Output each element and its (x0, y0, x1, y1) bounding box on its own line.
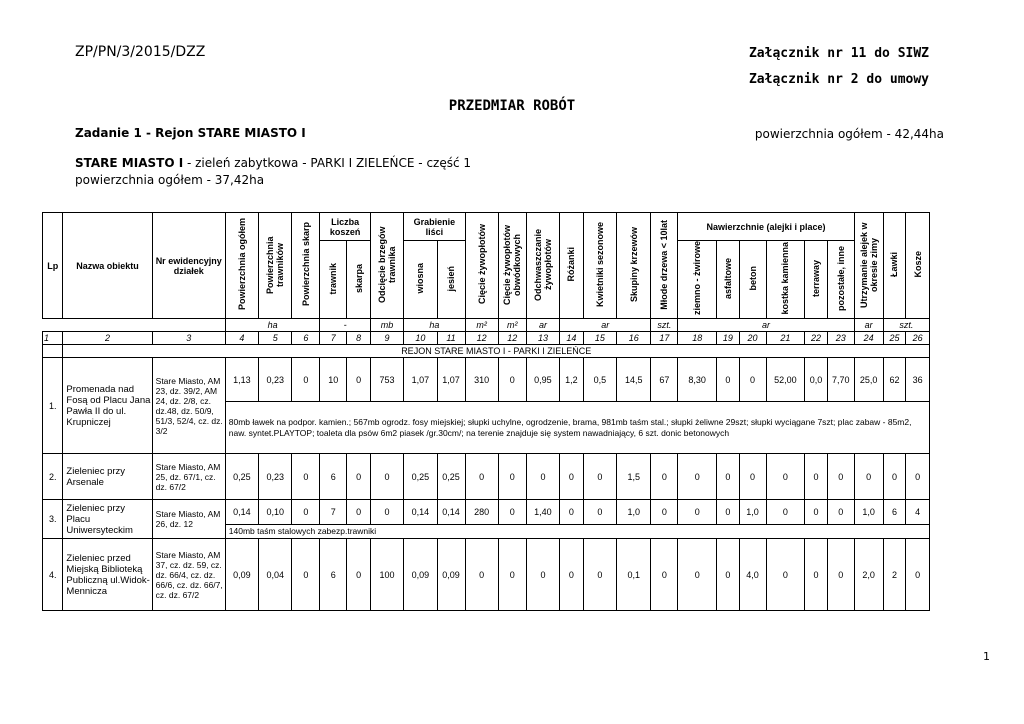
row-value: 1,0 (739, 500, 766, 525)
header-surf-concrete: beton (747, 266, 758, 291)
row-value: 753 (370, 358, 403, 402)
table-row (43, 539, 930, 611)
column-number: 26 (906, 332, 930, 345)
row-value: 0 (805, 500, 828, 525)
section-name: STARE MIASTO I (75, 156, 184, 170)
row-note: 80mb ławek na podpor. kamien.; 567mb ogrodz. fosy miejskiej; słupki uchylne, ogrodzenie, brama, 981mb taśm stal.; słupki żeliwne 29szt; słupki wyciągane 7szt; plac zabaw - 85m2, naw. syntet.PLAYTOP; toaleta dla psów 6m2 piasek /gr.30cm/; na terenie znajduje się system nawadniający, 6 szt. donic betonowych (225, 402, 929, 454)
row-value: 0,5 (583, 358, 616, 402)
column-number: 11 (437, 332, 465, 345)
header-surfaces: Nawierzchnie (alejki i place) (678, 213, 854, 241)
column-number: 25 (883, 332, 906, 345)
row-value: 0 (827, 500, 854, 525)
bill-of-quantities-table (42, 212, 930, 611)
row-lp: 2. (43, 454, 63, 500)
column-number: 7 (320, 332, 347, 345)
row-value: 4 (906, 500, 930, 525)
column-number: 13 (526, 332, 559, 345)
row-value: 25,0 (854, 358, 883, 402)
column-number: 5 (259, 332, 292, 345)
header-flowerbeds: Kwietniki sezonowe (594, 221, 605, 308)
row-value: 62 (883, 358, 906, 402)
row-object-name: Zieleniec przy Arsenale (63, 454, 152, 500)
row-note: 140mb taśm stalowych zabezp.trawniki (225, 525, 929, 539)
row-value: 6 (320, 454, 347, 500)
row-value: 0 (854, 454, 883, 500)
row-value: 0 (465, 539, 498, 611)
column-number: 24 (854, 332, 883, 345)
table-row (43, 454, 930, 500)
header-leaves-autumn: jesień (446, 265, 457, 292)
column-numbers-row (43, 332, 930, 345)
unit-cell: - (320, 319, 371, 332)
row-object-name: Zieleniec przed Miejską Biblioteką Publiczną ul.Widok-Mennicza (63, 539, 152, 611)
row-value: 0 (526, 454, 559, 500)
column-number: 20 (739, 332, 766, 345)
row-lp: 4. (43, 539, 63, 611)
header-edging: Odcięcie brzegów trawnika (377, 226, 398, 303)
row-value: 0 (292, 358, 320, 402)
unit-cell: szt. (883, 319, 929, 332)
header-area-slope: Powierzchnia skarp (300, 222, 311, 307)
column-number: 14 (560, 332, 584, 345)
row-value: 7 (320, 500, 347, 525)
row-value: 4,0 (739, 539, 766, 611)
row-value: 100 (370, 539, 403, 611)
row-value: 0 (651, 454, 678, 500)
row-value: 0 (827, 539, 854, 611)
header-winter: Utrzymanie alejek w okresie zimy (858, 221, 879, 308)
header-hedge-cut: Cięcie żywopłotów (476, 224, 487, 305)
unit-cell: ar (854, 319, 883, 332)
header-mow-slope: skarpa (353, 263, 364, 294)
row-value: 0,95 (526, 358, 559, 402)
row-object-name: Promenada nad Fosą od Placu Jana Pawła II do ul. Krupniczej (63, 358, 152, 454)
row-value: 0,14 (225, 500, 258, 525)
header-area-lawn: Powierzchnia trawników (265, 235, 286, 294)
row-value: 0 (717, 454, 740, 500)
row-value: 1,5 (617, 454, 651, 500)
section-area: powierzchnia ogółem - 37,42ha (75, 173, 265, 187)
header-lp: Lp (43, 213, 63, 319)
row-value: 280 (465, 500, 498, 525)
row-value: 0,09 (225, 539, 258, 611)
section-description: - zieleń zabytkowa - PARKI I ZIELEŃCE - część 1 (183, 156, 472, 170)
row-value: 0 (678, 539, 717, 611)
section-heading (75, 155, 471, 189)
column-number: 1 (43, 332, 63, 345)
header-surf-terraway: terraway (810, 259, 821, 298)
header-plots: Nr ewidencyjny działek (152, 213, 225, 319)
header-leaves: Grabienie liści (404, 213, 465, 241)
row-value: 14,5 (617, 358, 651, 402)
row-value: 7,70 (827, 358, 854, 402)
annex-siwz: Załącznik nr 11 do SIWZ (748, 46, 929, 61)
row-value: 0 (717, 500, 740, 525)
row-value: 0 (498, 539, 526, 611)
row-value: 0 (883, 454, 906, 500)
task-area-total: powierzchnia ogółem - 42,44ha (754, 127, 944, 141)
row-value: 0 (583, 500, 616, 525)
unit-cell: m² (465, 319, 498, 332)
table-row (43, 358, 930, 402)
row-value: 8,30 (678, 358, 717, 402)
column-number: 16 (617, 332, 651, 345)
column-number: 3 (152, 332, 225, 345)
row-value: 0 (651, 539, 678, 611)
row-value: 0 (717, 358, 740, 402)
row-value: 0,09 (437, 539, 465, 611)
region-heading: REJON STARE MIASTO I - PARKI I ZIELEŃCE (63, 345, 930, 358)
row-value: 0 (347, 500, 371, 525)
header-hedge-perimeter: Cięcie żywopłotów obwódkowych (502, 224, 523, 305)
column-number: 12 (465, 332, 498, 345)
row-value: 0 (805, 539, 828, 611)
row-value: 0 (583, 454, 616, 500)
table-row (43, 500, 930, 525)
row-value: 0 (906, 454, 930, 500)
header-surf-earth: ziemno - żwirowe (692, 241, 703, 316)
header-mow-lawn: trawnik (328, 262, 339, 295)
row-value: 0,1 (617, 539, 651, 611)
header-leaves-spring: wiosna (415, 263, 426, 294)
row-value: 52,00 (766, 358, 805, 402)
row-value: 0 (498, 358, 526, 402)
column-number: 19 (717, 332, 740, 345)
column-number: 8 (347, 332, 371, 345)
column-number: 15 (583, 332, 616, 345)
row-object-name: Zieleniec przy Placu Uniwersyteckim (63, 500, 152, 539)
row-value: 0 (805, 454, 828, 500)
header-surf-other: pozostałe, inne (835, 245, 846, 311)
column-number: 6 (292, 332, 320, 345)
unit-cell: m² (498, 319, 526, 332)
row-value: 0 (766, 500, 805, 525)
header-area-total: Powierzchnia ogółem (236, 218, 247, 311)
row-value: 2,0 (854, 539, 883, 611)
unit-cell: ar (678, 319, 854, 332)
header-rose: Różanki (566, 247, 577, 282)
row-value: 0 (739, 454, 766, 500)
row-value: 0 (906, 539, 930, 611)
row-value: 67 (651, 358, 678, 402)
row-value: 0,04 (259, 539, 292, 611)
column-number: 23 (827, 332, 854, 345)
row-value: 0 (560, 454, 584, 500)
column-number: 18 (678, 332, 717, 345)
row-value: 0,23 (259, 358, 292, 402)
header-benches: Ławki (889, 251, 900, 277)
column-number: 22 (805, 332, 828, 345)
header-surf-stone: kostka kamienna (780, 242, 791, 315)
row-value: 0 (347, 358, 371, 402)
row-value: 1,2 (560, 358, 584, 402)
row-value: 0 (678, 500, 717, 525)
header-young-trees: Młode drzewa < 10lat (659, 219, 670, 310)
column-number: 2 (63, 332, 152, 345)
row-value: 0 (560, 500, 584, 525)
reference-number: ZP/PN/3/2015/DZZ (75, 44, 206, 60)
row-value: 0 (370, 500, 403, 525)
row-value: 0 (766, 454, 805, 500)
row-plot-numbers: Stare Miasto, AM 26, dz. 12 (152, 500, 225, 539)
row-value: 0 (347, 539, 371, 611)
header-surf-asphalt: asfaltowe (722, 257, 733, 299)
row-value: 1,13 (225, 358, 258, 402)
column-number: 17 (651, 332, 678, 345)
column-number: 10 (404, 332, 437, 345)
column-number: 12 (498, 332, 526, 345)
unit-cell: ar (560, 319, 651, 332)
row-value: 0 (465, 454, 498, 500)
row-value: 0,10 (259, 500, 292, 525)
annex-contract: Załącznik nr 2 do umowy (748, 72, 929, 87)
row-value: 0,0 (805, 358, 828, 402)
header-bins: Kosze (912, 251, 923, 278)
row-value: 310 (465, 358, 498, 402)
row-value: 0 (292, 454, 320, 500)
row-value: 0,25 (225, 454, 258, 500)
row-lp: 1. (43, 358, 63, 454)
row-value: 0 (651, 500, 678, 525)
row-value: 0,14 (437, 500, 465, 525)
header-name: Nazwa obiektu (63, 213, 152, 319)
row-value: 1,07 (404, 358, 437, 402)
row-value: 36 (906, 358, 930, 402)
column-number: 9 (370, 332, 403, 345)
row-value: 0 (526, 539, 559, 611)
row-value: 0,23 (259, 454, 292, 500)
row-value: 0,14 (404, 500, 437, 525)
document-title: PRZEDMIAR ROBÓT (448, 98, 576, 114)
row-value: 0 (766, 539, 805, 611)
column-number: 4 (225, 332, 258, 345)
header-mowing: Liczba koszeń (320, 213, 371, 241)
row-value: 6 (883, 500, 906, 525)
row-value: 0 (292, 500, 320, 525)
row-plot-numbers: Stare Miasto, AM 37, cz. dz. 59, cz. dz. 66/4, cz. dz. 66/6, cz. dz. 66/7, cz. dz. 67/2 (152, 539, 225, 611)
column-number: 21 (766, 332, 805, 345)
row-value: 0 (827, 454, 854, 500)
row-value: 0 (560, 539, 584, 611)
units-row (43, 319, 930, 332)
unit-cell: ha (225, 319, 320, 332)
row-value: 0 (717, 539, 740, 611)
row-value: 0 (370, 454, 403, 500)
task-label: Zadanie 1 - Rejon STARE MIASTO I (75, 126, 306, 140)
row-value: 1,40 (526, 500, 559, 525)
header-hedge-clean: Odchwaszczanie żywopłotów (532, 228, 553, 301)
unit-cell: ar (526, 319, 559, 332)
row-value: 0 (292, 539, 320, 611)
row-plot-numbers: Stare Miasto, AM 23, dz. 39/2, AM 24, dz. 2/8, cz. dz.48, dz. 50/9, 51/3, 52/4, cz. dz. 3/2 (152, 358, 225, 454)
unit-cell: mb (370, 319, 403, 332)
row-value: 1,0 (617, 500, 651, 525)
row-value: 0,25 (404, 454, 437, 500)
row-value: 0 (739, 358, 766, 402)
row-value: 2 (883, 539, 906, 611)
unit-cell: ha (404, 319, 465, 332)
row-value: 0 (583, 539, 616, 611)
row-value: 0 (347, 454, 371, 500)
row-value: 0 (498, 500, 526, 525)
header-shrubs: Skupiny krzewów (628, 226, 639, 303)
row-value: 1,0 (854, 500, 883, 525)
row-value: 0,25 (437, 454, 465, 500)
row-value: 0 (498, 454, 526, 500)
row-lp: 3. (43, 500, 63, 539)
row-value: 6 (320, 539, 347, 611)
row-value: 0,09 (404, 539, 437, 611)
row-value: 0 (678, 454, 717, 500)
row-value: 10 (320, 358, 347, 402)
row-value: 1,07 (437, 358, 465, 402)
page-number: 1 (983, 650, 990, 663)
row-plot-numbers: Stare Miasto, AM 25, dz. 67/1, cz. dz. 67/2 (152, 454, 225, 500)
unit-cell: szt. (651, 319, 678, 332)
